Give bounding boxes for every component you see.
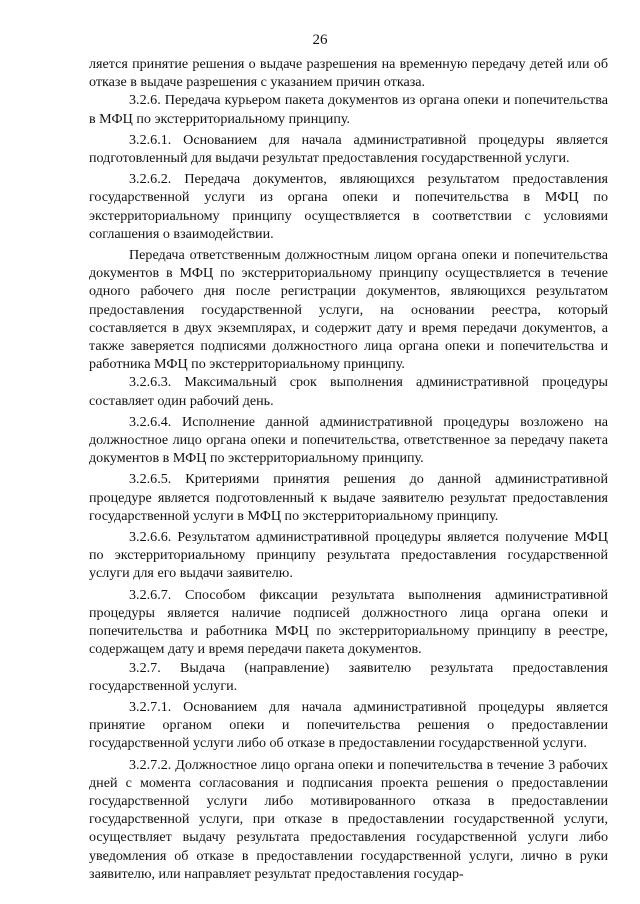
- paragraph-3-2-6-2: 3.2.6.2. Передача документов, являющихся результатом предоставления государственной услуги из органа опеки и попечительства в МФЦ по экстерриториальному принципу осуществляется в соответствии с условиями соглашения о взаимодействии.: [89, 171, 608, 242]
- paragraph-3-2-6: 3.2.6. Передача курьером пакета документов из органа опеки и попечительства в МФЦ по экстерриториальному принципу.: [89, 92, 608, 127]
- paragraph-3-2-6-7: 3.2.6.7. Способом фиксации результата выполнения административной процедуры является наличие подписей должностного лица органа опеки и попечительства и работника МФЦ по экстерриториальному принципу в реестре, содержащем дату и время передачи пакета документов.: [89, 586, 608, 658]
- paragraph-continuation: ляется принятие решения о выдаче разрешения на временную передачу детей или об отказе в выдаче разрешения с указанием причин отказа.: [89, 56, 608, 91]
- paragraph-3-2-6-1: 3.2.6.1. Основанием для начала административной процедуры является подготовленный для выдачи результат предоставления государственной услуги.: [89, 131, 608, 167]
- page-number: 26: [312, 32, 328, 48]
- paragraph-3-2-7-2: 3.2.7.2. Должностное лицо органа опеки и попечительства в течение 3 рабочих дней с момента согласования и подписания проекта решения о предоставлении государственной услуги либо мотивированного отказа в предоставлении государственной услуги, при отказе в предоставлении государственной услуги, осуществляет выдачу результата предоставления государственной услуги либо уведомления об отказе в предоставлении государственной услуги, лично в руки заявителю, или направляет результат предоставления государ-: [89, 756, 608, 882]
- paragraph-transfer-procedure: Передача ответственным должностным лицом органа опеки и попечительства документов в МФЦ по экстерриториальному принципу осуществляется в течение одного рабочего дня после регистрации документов, являющихся результатом предоставления государственной услуги, на основании реестра, который составляется в двух экземплярах, и содержит дату и время передачи документов, а также заверяется подписями должностного лица органа опеки и попечительства и работника МФЦ по экстерриториальному принципу.: [89, 247, 608, 373]
- paragraph-3-2-6-5: 3.2.6.5. Критериями принятия решения до данной административной процедуре является подготовленный к выдаче заявителю результат предоставления государственной услуги в МФЦ по экстерриториальному принципу.: [89, 471, 608, 524]
- paragraph-3-2-7-1: 3.2.7.1. Основанием для начала административной процедуры является принятие органом опеки и попечительства решения о предоставлении государственной услуги либо об отказе в предоставлении государственной услуги.: [89, 698, 608, 752]
- paragraph-3-2-6-4: 3.2.6.4. Исполнение данной административной процедуры возложено на должностное лицо органа опеки и попечительства, ответственное за передачу пакета документов в МФЦ по экстерриториальному принципу.: [89, 413, 608, 467]
- document-body: [89, 55, 608, 883]
- paragraph-3-2-7: 3.2.7. Выдача (направление) заявителю результата предоставления государственной услуги.: [89, 659, 608, 694]
- paragraph-3-2-6-3: 3.2.6.3. Максимальный срок выполнения административной процедуры составляет один рабочий день.: [89, 374, 608, 409]
- paragraph-3-2-6-6: 3.2.6.6. Результатом административной процедуры является получение МФЦ по экстерриториальному принципу результата предоставления государственной услуги для его выдачи заявителю.: [89, 529, 608, 582]
